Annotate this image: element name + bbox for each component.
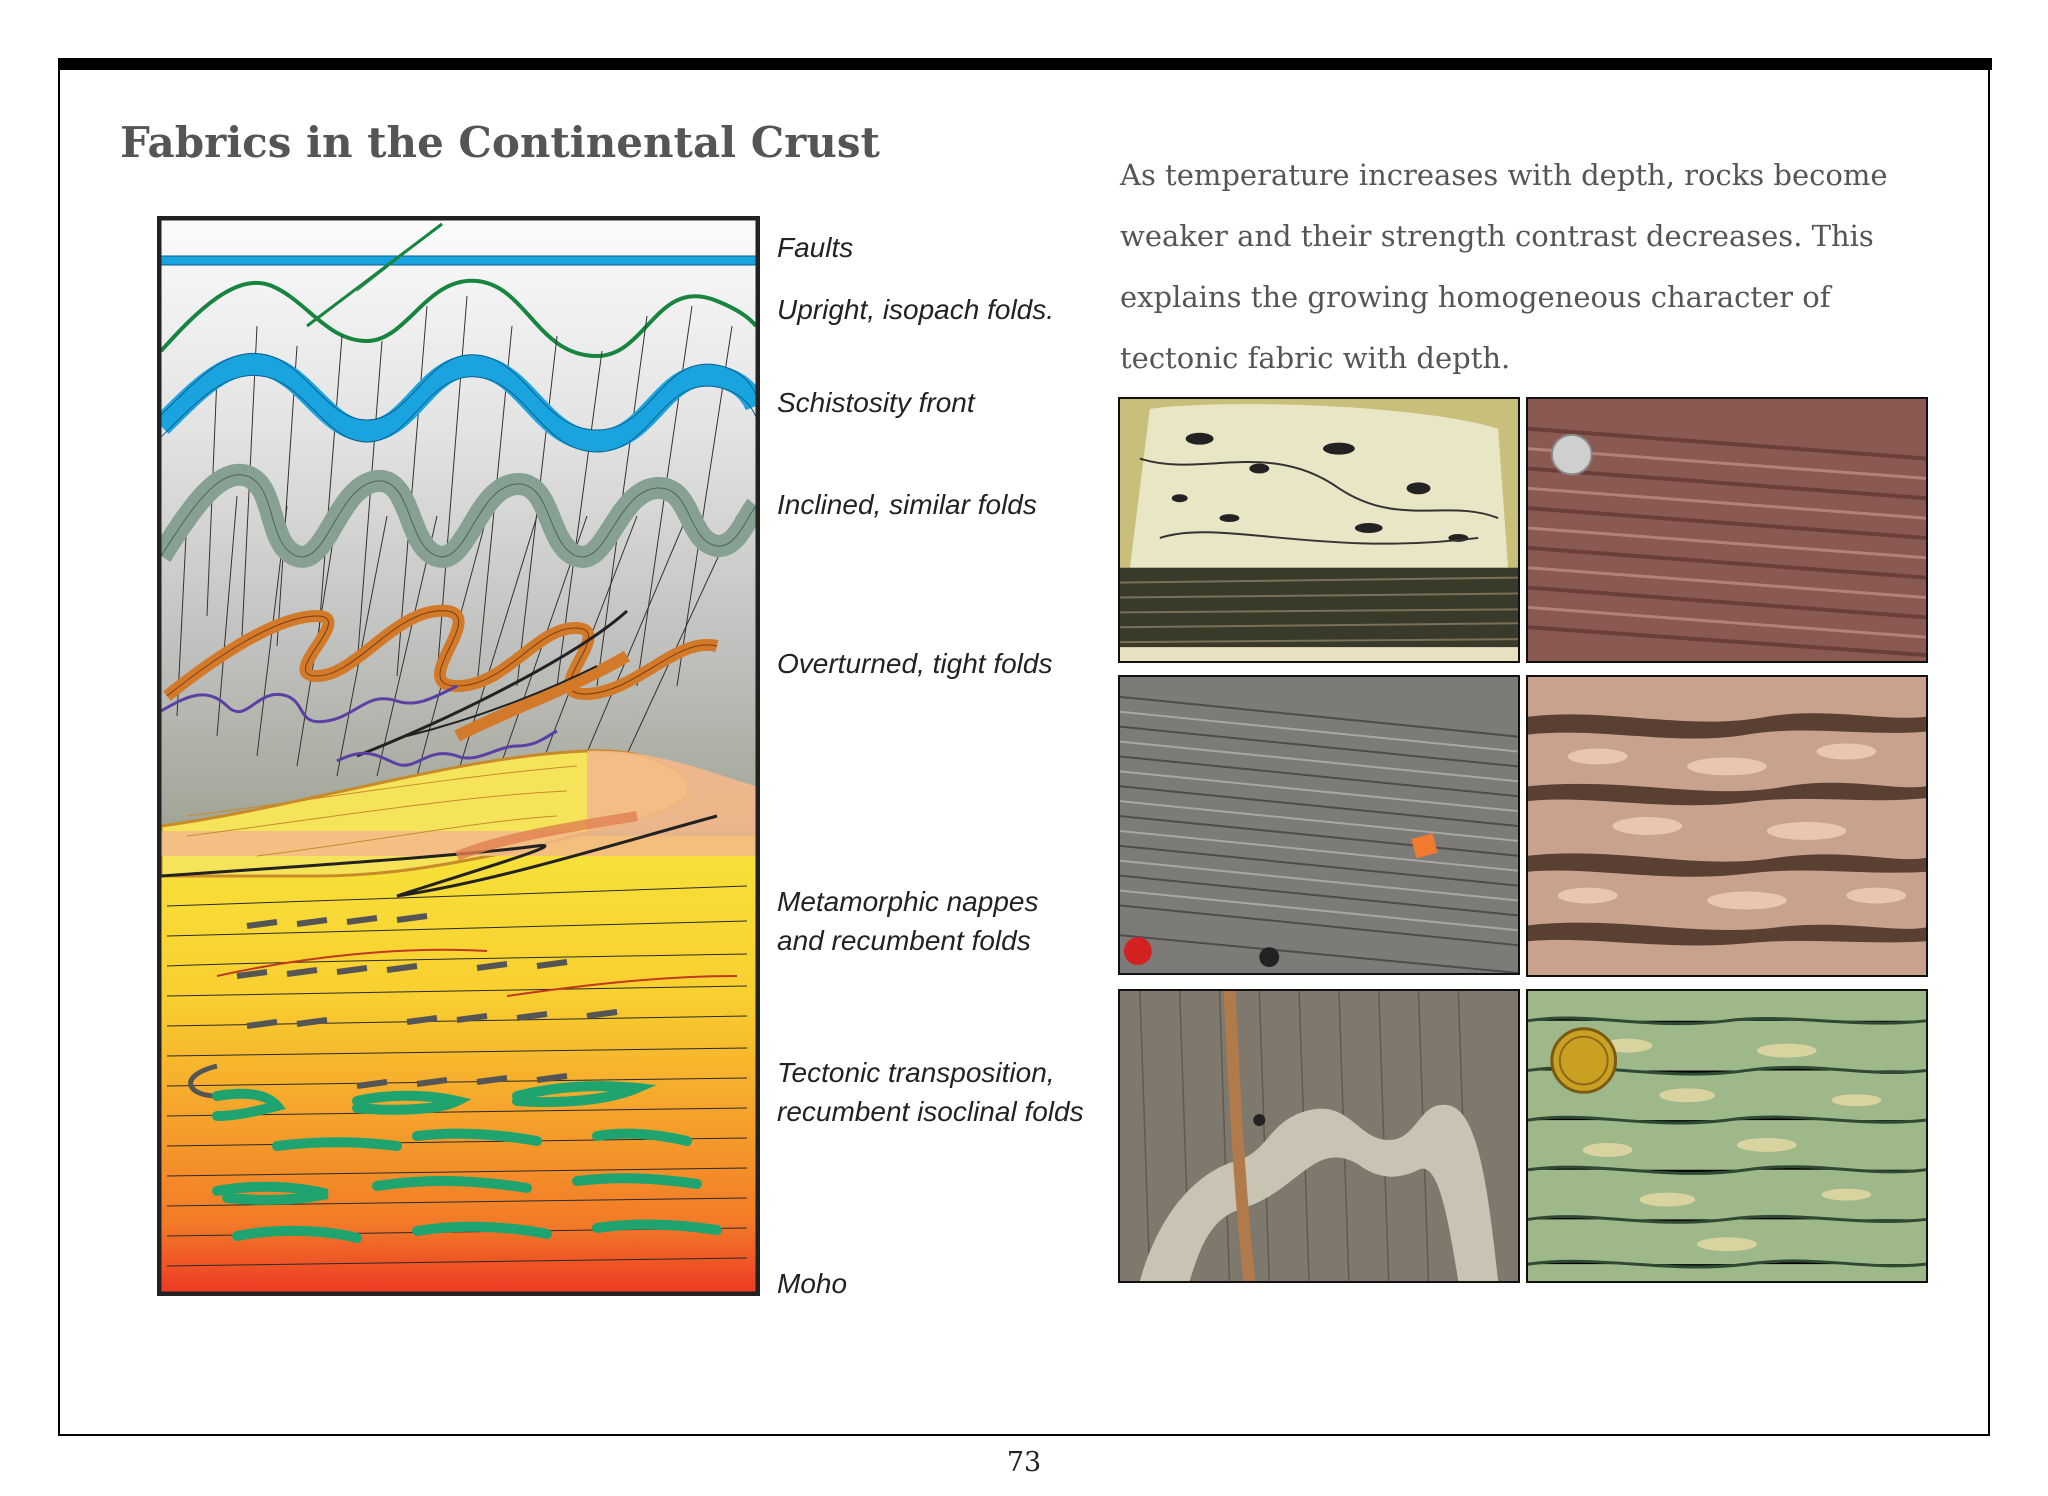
label-schistosity-front: Schistosity front	[777, 387, 975, 418]
label-metamorphic-nappes: Metamorphic nappes	[777, 886, 1039, 917]
label-moho: Moho	[777, 1268, 848, 1299]
photo-granite-vein	[1118, 397, 1520, 663]
fault-layer	[161, 256, 756, 265]
photo-pink-foliated-rock	[1526, 397, 1928, 663]
page-number: 73	[1006, 1447, 1042, 1478]
body-text: As temperature increases with depth, rocks become weaker and their strength contrast decreases. This explains the growing homogeneous character of tectonic fabric with depth.	[1120, 158, 1888, 375]
label-recumbent-folds: and recumbent folds	[777, 925, 1031, 956]
coin-icon	[1552, 1029, 1616, 1093]
body-paragraph	[1120, 145, 1920, 389]
label-inclined-folds: Inclined, similar folds	[777, 489, 1037, 520]
page-title: Fabrics in the Continental Crust	[120, 118, 880, 167]
photo-grey-gneiss	[1118, 675, 1520, 975]
photo-folded-pale-vein	[1118, 989, 1520, 1283]
label-overturned-folds: Overturned, tight folds	[777, 648, 1053, 679]
crust-cross-section-diagram	[157, 216, 760, 1296]
photo-pink-mylonite	[1526, 675, 1928, 977]
coin-icon	[1552, 435, 1592, 475]
label-tectonic-transposition: Tectonic transposition,	[777, 1057, 1055, 1088]
label-upright-folds: Upright, isopach folds.	[777, 294, 1055, 325]
photo-green-gneiss	[1526, 989, 1928, 1283]
rock-photo-grid	[1118, 397, 1928, 1283]
label-recumbent-isoclinal-folds: recumbent isoclinal folds	[777, 1096, 1084, 1127]
label-faults: Faults	[777, 232, 854, 263]
